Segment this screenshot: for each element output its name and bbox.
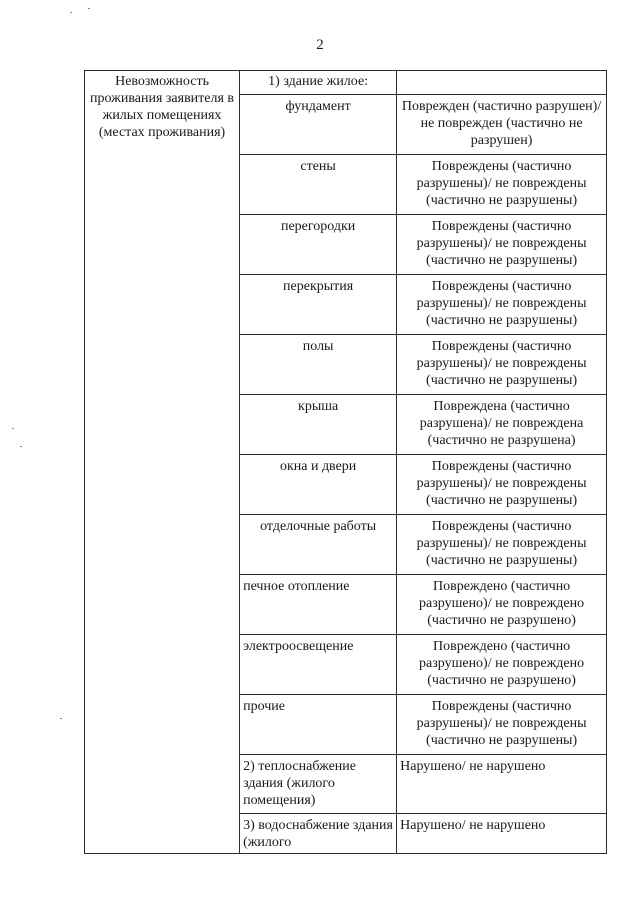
table-row xyxy=(85,71,607,95)
item-status: Повреждены (частично разрушены)/ не повреждены (частично не разрушены) xyxy=(397,275,607,335)
item-status: Повреждено (частично разрушено)/ не повреждено (частично не разрушено) xyxy=(397,575,607,635)
scan-speck xyxy=(20,446,22,447)
heat-supply-status: Нарушено/ не нарушено xyxy=(397,755,607,814)
item-status: Повреждено (частично разрушено)/ не повреждено (частично не разрушено) xyxy=(397,635,607,695)
scan-speck xyxy=(12,428,14,429)
item-status: Повреждены (частично разрушены)/ не повреждены (частично не разрушены) xyxy=(397,335,607,395)
item-status: Повреждены (частично разрушены)/ не повреждены (частично не разрушены) xyxy=(397,695,607,755)
category-cell: Невозможность проживания заявителя в жилых помещениях (местах проживания) xyxy=(85,71,240,854)
item-status: Повреждена (частично разрушена)/ не повреждена (частично не разрушена) xyxy=(397,395,607,455)
item-name: печное отопление xyxy=(240,575,397,635)
scan-speck xyxy=(60,718,62,719)
item-name: стены xyxy=(240,155,397,215)
item-name: перекрытия xyxy=(240,275,397,335)
item-status: Повреждены (частично разрушены)/ не повреждены (частично не разрушены) xyxy=(397,455,607,515)
item-name: полы xyxy=(240,335,397,395)
item-name: крыша xyxy=(240,395,397,455)
water-supply-status: Нарушено/ не нарушено xyxy=(397,814,607,854)
item-name: фундамент xyxy=(240,95,397,155)
item-status: Поврежден (частично разрушен)/ не поврежден (частично не разрушен) xyxy=(397,95,607,155)
heat-supply-title: 2) теплоснабжение здания (жилого помещения) xyxy=(240,755,397,814)
item-status: Повреждены (частично разрушены)/ не повреждены (частично не разрушены) xyxy=(397,515,607,575)
empty-cell xyxy=(397,71,607,95)
item-name: прочие xyxy=(240,695,397,755)
page-number: 2 xyxy=(316,37,324,53)
damage-assessment-table xyxy=(84,70,607,854)
item-name: перегородки xyxy=(240,215,397,275)
water-supply-title: 3) водоснабжение здания (жилого xyxy=(240,814,397,854)
item-status: Повреждены (частично разрушены)/ не повреждены (частично не разрушены) xyxy=(397,215,607,275)
scan-speck xyxy=(88,8,90,9)
scan-speck xyxy=(70,12,72,13)
section-title-living-building: 1) здание жилое: xyxy=(240,71,397,95)
item-name: отделочные работы xyxy=(240,515,397,575)
item-name: электроосвещение xyxy=(240,635,397,695)
item-status: Повреждены (частично разрушены)/ не повреждены (частично не разрушены) xyxy=(397,155,607,215)
item-name: окна и двери xyxy=(240,455,397,515)
